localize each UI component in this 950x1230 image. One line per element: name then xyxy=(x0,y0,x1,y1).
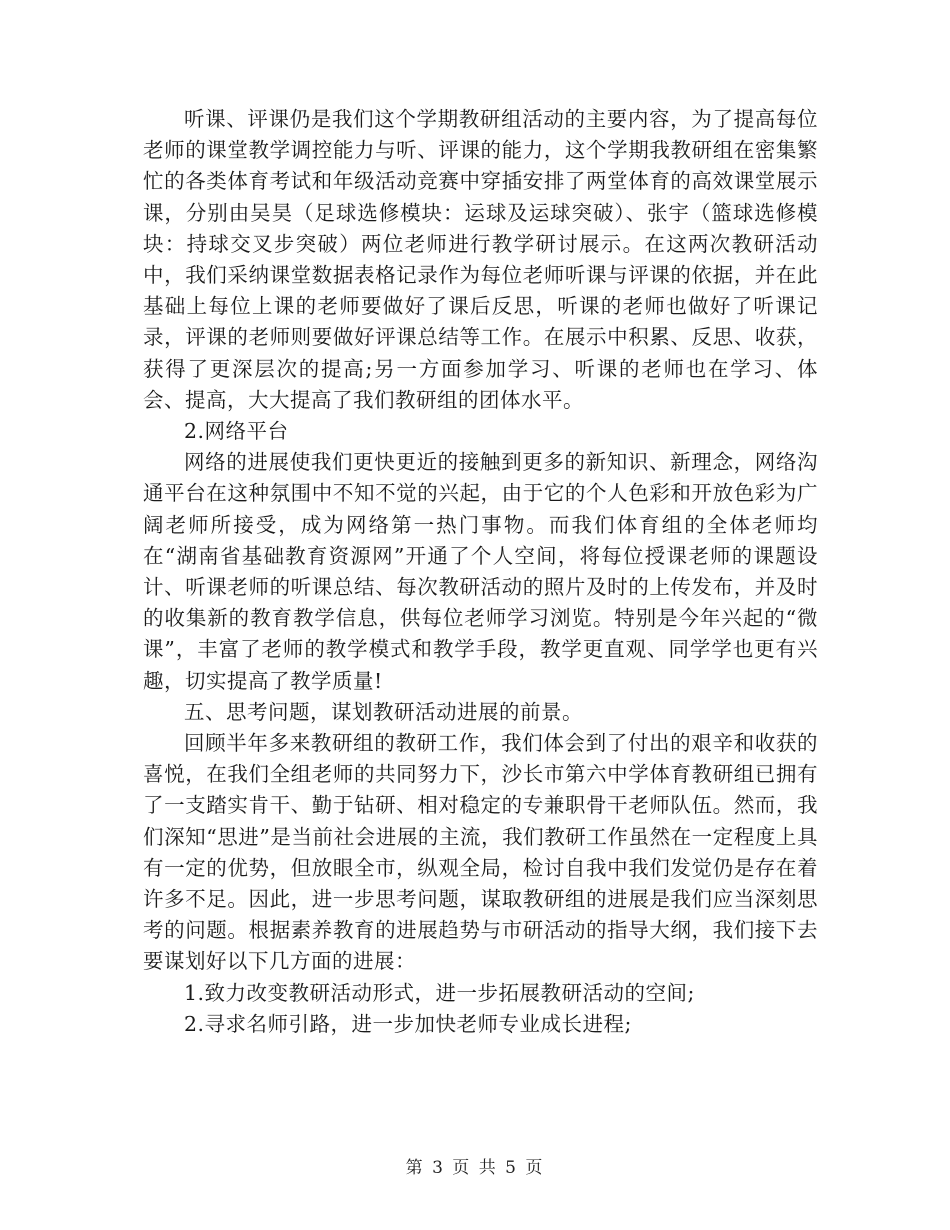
list-item-one: 1.致力改变教研活动形式，进一步拓展教研活动的空间; xyxy=(184,980,695,1005)
heading-section-five: 五、思考问题，谋划教研活动进展的前景。 xyxy=(184,699,583,724)
document-body xyxy=(143,104,818,1040)
heading-network-platform: 2.网络平台 xyxy=(184,419,289,444)
page-number-footer: 第 3 页 共 5 页 xyxy=(405,1158,545,1178)
list-item-two: 2.寻求名师引路，进一步加快老师专业成长进程; xyxy=(184,1011,632,1036)
paragraph-review: 回顾半年多来教研组的教研工作，我们体会到了付出的艰辛和收获的喜悦，在我们全组老师的共同努力下，沙长市第六中学体育教研组已拥有了一支踏实肯干、勤于钻研、相对稳定的专兼职骨干老师队伍。然而，我们深知“思进”是当前社会进展的主流，我们教研工作虽然在一定程度上具有一定的优势，但放眼全市，纵观全局，检讨自我中我们发觉仍是存在着许多不足。因此，进一步思考问题，谋取教研组的进展是我们应当深刻思考的问题。根据素养教育的进展趋势与市研活动的指导大纲，我们接下去要谋划好以下几方面的进展： xyxy=(143,731,818,974)
paragraph-lesson-evaluation: 听课、评课仍是我们这个学期教研组活动的主要内容，为了提高每位老师的课堂教学调控能力与听、评课的能力，这个学期我教研组在密集繁忙的各类体育考试和年级活动竞赛中穿插安排了两堂体育的高效课堂展示课，分别由吴昊（足球选修模块：运球及运球突破）、张宇（篮球选修模块：持球交叉步突破）两位老师进行教学研讨展示。在这两次教研活动中，我们采纳课堂数据表格记录作为每位老师听课与评课的依据，并在此基础上每位上课的老师要做好了课后反思，听课的老师也做好了听课记录，评课的老师则要做好评课总结等工作。在展示中积累、反思、收获，获得了更深层次的提高;另一方面参加学习、听课的老师也在学习、体会、提高，大大提高了我们教研组的团体水平。 xyxy=(143,107,818,412)
paragraph-network-platform: 网络的进展使我们更快更近的接触到更多的新知识、新理念，网络沟通平台在这种氛围中不知不觉的兴起，由于它的个人色彩和开放色彩为广阔老师所接受，成为网络第一热门事物。而我们体育组的全体老师均在“湖南省基础教育资源网”开通了个人空间，将每位授课老师的课题设计、听课老师的听课总结、每次教研活动的照片及时的上传发布，并及时的收集新的教育教学信息，供每位老师学习浏览。特别是今年兴起的“微课”，丰富了老师的教学模式和教学手段，教学更直观、同学学也更有兴趣，切实提高了教学质量! xyxy=(143,450,818,693)
